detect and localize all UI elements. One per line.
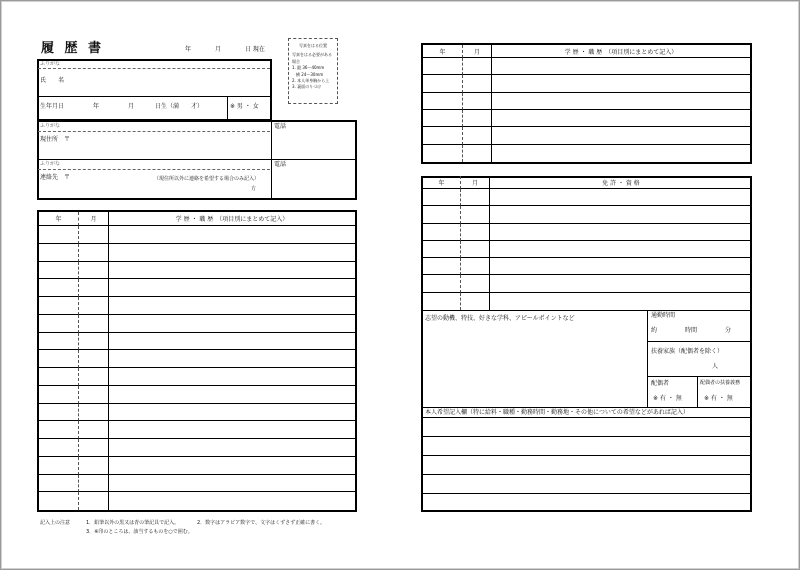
history-table-right [421, 43, 752, 164]
gender-select[interactable]: ※ 男 ・ 女 [230, 103, 259, 110]
birth-year: 年 [93, 103, 100, 110]
photo-line6: 3. 裏面のりづけ [292, 84, 322, 90]
table-row[interactable] [423, 58, 463, 75]
table-row[interactable] [423, 145, 463, 162]
table-row[interactable] [423, 110, 463, 127]
table-row[interactable] [39, 368, 79, 386]
spouse-label: 配偶者 [651, 380, 670, 387]
note-3: 3．※印のところは、該当するものを○で囲む。 [86, 529, 193, 535]
note-1: 1．鉛筆以外の黒又は青の筆記具で記入。 [86, 520, 180, 526]
birth-day-age: 日生（満 才） [155, 103, 204, 110]
table-row[interactable] [39, 457, 79, 475]
license-table [421, 176, 752, 311]
date-month: 月 [215, 46, 222, 53]
photo-placeholder [288, 38, 338, 104]
table-row[interactable] [39, 439, 79, 457]
table-row[interactable] [421, 224, 461, 241]
address-block [37, 120, 357, 200]
dependents-unit: 人 [712, 363, 719, 370]
col-year: 年 [423, 45, 463, 58]
photo-line1: 写真をはる必要がある [292, 52, 332, 58]
name-label: 氏 名 [40, 77, 65, 84]
col-year: 年 [423, 176, 461, 189]
table-row[interactable] [39, 244, 79, 262]
address-label: 現住所 〒 [40, 136, 71, 143]
contact-label: 連絡先 〒 [40, 174, 71, 181]
phone-label-2: 電話 [274, 161, 287, 168]
table-row[interactable] [421, 258, 461, 275]
table-row[interactable] [39, 315, 79, 333]
commute-hours: 時間 [685, 327, 698, 334]
table-row[interactable] [421, 189, 461, 206]
photo-line2: 場合 [292, 58, 300, 64]
name-furigana-label: ふりがな [40, 61, 61, 67]
table-row[interactable] [421, 206, 461, 223]
document-title: 履 歴 書 [41, 41, 105, 56]
spouse-options[interactable]: ※ 有 ・ 無 [653, 395, 682, 402]
contact-note: （現住所以外に連絡を希望する場合のみ記入） [154, 176, 260, 182]
table-row[interactable] [39, 350, 79, 368]
birth-label: 生年月日 [40, 103, 65, 110]
col-month: 月 [463, 45, 492, 58]
commute-label: 通勤時間 [651, 312, 676, 319]
requests-label: 本人希望記入欄（特に給料・職種・勤務時間・勤務地・その他についての希望などがあれば記入） [425, 409, 689, 416]
notes-label: 記入上の注意 [40, 520, 71, 526]
spouse-support-options[interactable]: ※ 有 ・ 無 [704, 395, 733, 402]
table-row[interactable] [421, 241, 461, 258]
table-row[interactable] [39, 386, 79, 404]
photo-line5: 2. 本人単身胸から上 [292, 77, 330, 83]
table-row[interactable] [423, 127, 463, 144]
date-day: 日 現在 [245, 46, 265, 53]
col-license-title: 免 許 ・ 資 格 [490, 176, 752, 189]
motivation-label: 志望の動機、特技、好きな学科、アピールポイントなど [425, 315, 575, 322]
history-table-left [37, 210, 357, 512]
commute-approx: 約 [651, 327, 658, 334]
photo-line3: 1. 縦 36～40mm [292, 65, 325, 71]
phone-label: 電話 [274, 123, 287, 130]
contact-furigana-label: ふりがな [40, 161, 61, 167]
table-row[interactable] [421, 293, 461, 310]
table-row[interactable] [39, 421, 79, 439]
table-row[interactable] [39, 333, 79, 351]
commute-minutes: 分 [725, 327, 732, 334]
contact-suffix: 方 [251, 186, 257, 192]
dependents-label: 扶養家族（配偶者を除く） [651, 348, 724, 355]
address-furigana-label: ふりがな [40, 123, 61, 129]
table-row[interactable] [39, 226, 79, 244]
table-row[interactable] [423, 93, 463, 110]
photo-title: 写真をはる位置 [299, 43, 327, 48]
spouse-support-label: 配偶者の扶養義務 [700, 380, 741, 386]
table-row[interactable] [39, 492, 79, 510]
birth-month: 月 [128, 103, 135, 110]
table-row[interactable] [421, 275, 461, 292]
col-month: 月 [461, 176, 490, 189]
col-history-title: 学 歴 ・ 職 歴 （項目別にまとめて記入） [492, 45, 750, 58]
photo-line4: 横 24～30mm [296, 71, 324, 77]
col-year: 年 [39, 212, 79, 226]
table-row[interactable] [39, 279, 79, 297]
date-year: 年 [185, 46, 192, 53]
table-row[interactable] [39, 262, 79, 280]
table-row[interactable] [39, 404, 79, 422]
col-history-title: 学 歴 ・ 職 歴 （項目別にまとめて記入） [109, 212, 355, 226]
table-row[interactable] [39, 475, 79, 493]
col-month: 月 [79, 212, 109, 226]
note-2: 2．数字はアラビア数字で、文字はくずさず正確に書く。 [197, 520, 325, 526]
table-row[interactable] [39, 297, 79, 315]
table-row[interactable] [423, 75, 463, 92]
